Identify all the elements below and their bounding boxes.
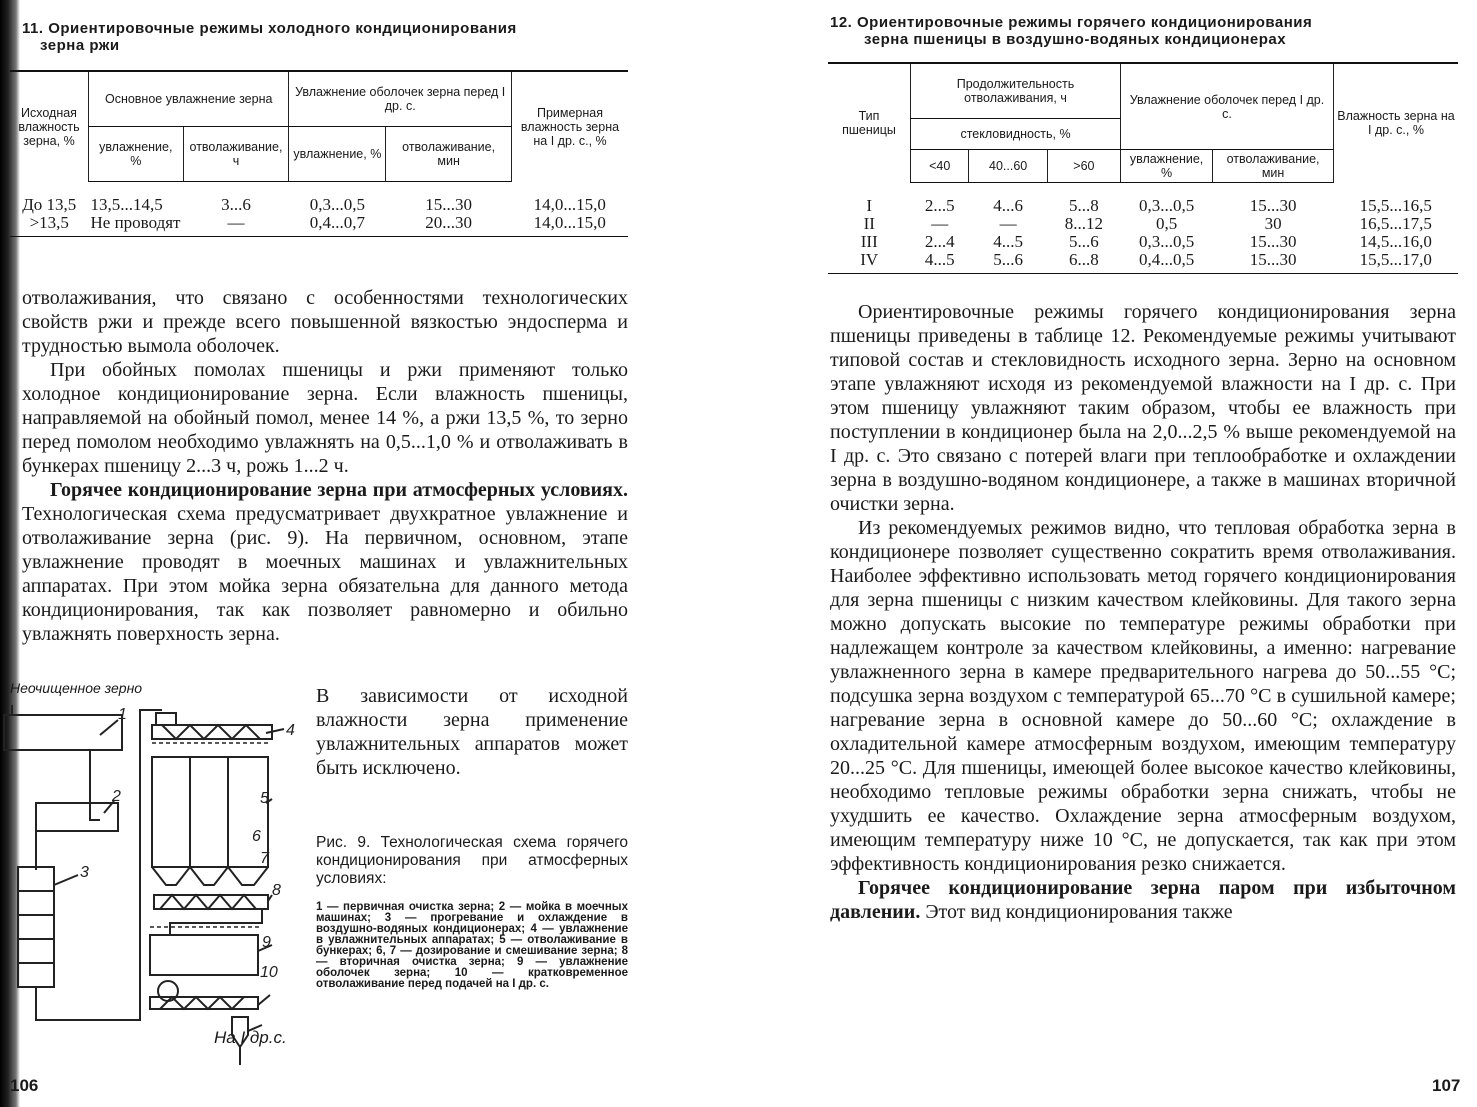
block-3 <box>18 867 54 987</box>
table-cell: 0,4...0,7 <box>289 214 386 237</box>
paragraph <box>22 478 628 646</box>
figure-number: 10 <box>260 964 278 981</box>
table-cell: 15...30 <box>1213 251 1334 274</box>
figure-number: 6 <box>252 828 261 845</box>
left-body-text <box>22 286 628 646</box>
table12-header-tempering-min: отволаживание, мин <box>1213 150 1334 183</box>
paragraph: Из рекомендуемых режимов видно, что тепловая обработка зерна в кондиционере позволяет существенно сократить время отволаживания. Наиболее эффективно использовать метод горячего кондиционирования для зерна пшеницы с низким качеством клейковины. Для такого зерна можно допускать высокие по температуре режимы обработки при надлежащем контроле за качеством клейковины, а именно: нагревание увлажненного зерна в камере предварительного нагрева до 50...55 °С; подсушка зерна воздухом с температурой 65...70 °С в сушильной камере; нагревание зерна в основной камере до 50...60 °С; охлаждение в охладительной камере атмосферным воздухом, имеющим температуру 20...25 °С. Для пшеницы, имеющей более высокое качество клейковины, необходимо тепловые режимы обработки зерна снижать, чтобы не ухудшить ее качество. Охлаждение зерна атмосферным воздухом, имеющим температуру ниже 10 °С, не допускается, так как при этом эффективность кондиционирования резко снижается. <box>830 517 1456 875</box>
figure-input-label: Неочищенное зерно <box>10 680 143 696</box>
table12-header-40-60: 40...60 <box>969 150 1047 183</box>
table-cell: 5...6 <box>1069 232 1099 251</box>
table-cell: 6...8 <box>1047 251 1120 274</box>
table-cell: 0,5 <box>1155 214 1178 233</box>
table12-header-shell-wetting: Увлажнение оболочек перед I др. с. <box>1121 63 1334 150</box>
table-cell: 5...6 <box>969 251 1047 274</box>
table12-caption-line1: 12. Ориентировочные режимы горячего кондиционирования <box>830 14 1313 31</box>
table-cell: 14,0...15,0 <box>533 194 606 214</box>
table-cell: 0,3...0,5 <box>309 195 365 214</box>
table-row <box>828 233 1458 251</box>
table11-header-tempering-h: отволаживание, ч <box>183 127 289 182</box>
table-cell: II <box>863 214 875 233</box>
paragraph: Ориентировочные режимы горячего кондиционирования зерна пшеницы приведены в таблице 12. Рекомендуемые режимы учитывают типовой состав и стекловидность исходного зерна. Зерно на основном этапе увлажняют исходя из рекомендуемой влажности на I др. с. При этом пшеницу увлажняют таким образом, чтобы ее влажность при поступлении в кондиционер была на 2,0...2,5 % выше рекомендуемой на I др. с. Это связано с потерей влаги при теплообработке и охлаждении зерна в воздушно-водяном кондиционере, а также в машинах вторичной очистки зерна. <box>830 301 1456 515</box>
table-cell: 15,5...17,0 <box>1334 251 1459 274</box>
page-number: 107 <box>1432 1076 1461 1095</box>
paragraph-text: Технологическая схема предусматривает двухкратное увлажнение и отволаживание зерна (рис. 9). На первичном, основном, этапе увлажнение проводят в моечных машинах и увлажнительных аппаратах. При этом мойка зерна обязательна для данного метода кондиционирования, так как позволяет равномерно и обильно увлажнять поверхность зерна. <box>22 503 628 645</box>
table-cell: I <box>866 195 873 215</box>
figure-number: 9 <box>262 934 271 951</box>
table-cell: 30 <box>1264 214 1282 233</box>
paragraph <box>830 876 1456 924</box>
paragraph-text: Этот вид кондиционирования также <box>925 901 1233 923</box>
table11-header-initial-moisture: Исходная влажность зерна, % <box>10 71 89 182</box>
table-cell: 13,5...14,5 <box>90 195 163 214</box>
table-cell: 3...6 <box>221 195 251 214</box>
table11-header-wetting-pct: увлажнение, % <box>89 127 184 182</box>
table-cell: 2...5 <box>924 196 955 215</box>
figure9-caption: Рис. 9. Технологическая схема горячего кондиционирования при атмосферных условиях: <box>316 834 628 887</box>
table11-header-shell-wetting: Увлажнение оболочек зерна перед I др. с. <box>289 71 512 127</box>
table11-header-shell-wetting-pct: увлажнение, % <box>289 127 386 182</box>
figure9-scheme <box>0 695 310 1065</box>
table-cell: 8...12 <box>1064 214 1104 233</box>
table-cell: 20...30 <box>386 214 512 237</box>
table11-header-main-wetting: Основное увлажнение зерна <box>89 71 289 127</box>
table-row <box>828 215 1458 233</box>
block-5 <box>152 757 268 867</box>
table-cell: — <box>183 214 289 237</box>
table-cell: 4...5 <box>911 251 969 274</box>
left-page <box>0 0 700 1107</box>
figure-number: 8 <box>272 882 281 899</box>
table-cell: 14,5...16,0 <box>1359 232 1432 251</box>
table12-header-tempering-duration: Продолжительность отволаживания, ч <box>911 63 1121 119</box>
paragraph: отволаживания, что связано с особенностями технологических свойств ржи и прежде всего повышенной вязкостью эндосперма и трудностью вымола оболочек. <box>22 287 628 357</box>
table-cell: 0,3...0,5 <box>1138 196 1195 215</box>
table-cell: III <box>860 232 878 251</box>
table11-caption <box>22 20 622 54</box>
table-cell: 0,3...0,5 <box>1138 232 1195 251</box>
right-page <box>738 0 1477 1107</box>
table12-header-wheat-type: Тип пшеницы <box>828 63 911 183</box>
left-body-text-column <box>316 684 628 780</box>
right-body-text <box>830 300 1456 924</box>
table-cell: Не проводят <box>89 214 184 237</box>
table-cell: 4...5 <box>993 232 1023 251</box>
table11-caption-line1: 11. Ориентировочные режимы холодного кондиционирования <box>22 20 517 37</box>
table-cell: 15...30 <box>1249 196 1297 215</box>
table-cell: >13,5 <box>10 214 89 237</box>
block-2 <box>36 803 118 831</box>
table-cell: IV <box>828 251 911 274</box>
table-row <box>10 182 628 215</box>
figure-output-label: На I др.с. <box>214 1028 287 1047</box>
paragraph: В зависимости от исходной влажности зерна применение увлажнительных аппаратов может быть исключено. <box>316 685 628 779</box>
table-cell: 16,5...17,5 <box>1359 214 1432 233</box>
figure-number: 3 <box>80 864 89 881</box>
table-cell: — <box>931 214 949 233</box>
table11-header-shell-tempering-min: отволаживание, мин <box>386 127 512 182</box>
table-cell: 4...6 <box>993 196 1023 215</box>
table-cell: 15,5...16,5 <box>1359 195 1432 215</box>
table-row <box>828 251 1458 274</box>
table-cell: 0,4...0,5 <box>1121 251 1213 274</box>
table-cell: 15...30 <box>1249 232 1297 251</box>
table11 <box>10 70 628 237</box>
figure-number: 1 <box>118 706 127 723</box>
table11-header-final-moisture: Примерная влажность зерна на I др. с., % <box>512 71 629 182</box>
table-cell: До 13,5 <box>22 194 77 214</box>
figure9-legend: 1 — первичная очистка зерна; 2 — мойка в моечных машинах; 3 — прогревание и охлаждение в воздушно-водяных кондиционерах; 4 — увлажнение в увлажнительных аппаратах; 5 — отволаживание в бункерах; 6, 7 — дозирование и смешивание зерна; 8 — вторичная очистка зерна; 9 — увлажнение оболочек зерна; 10 — кратковременное отволаживание перед подачей на I др. с. <box>316 901 628 990</box>
table-row <box>828 183 1458 216</box>
table12 <box>828 62 1458 274</box>
figure-number: 7 <box>260 850 269 867</box>
paragraph-heading-bold: Горячее кондиционирование зерна паром при избыточном давлении. <box>830 877 1456 923</box>
paragraph: При обойных помолах пшеницы и ржи применяют только холодное кондиционирование зерна. Если влажность пшеницы, направляемой на обойный помол, менее 14 %, а ржи 13,5 %, то зерно перед помолом необходимо увлажнять на 0,5...1,0 % и отволаживать в бункерах пшеницу 2...3 ч, рожь 1...2 ч. <box>22 359 628 477</box>
table-cell: 14,0...15,0 <box>512 214 629 237</box>
page-number: 106 <box>10 1076 39 1095</box>
paragraph-heading-bold: Горячее кондиционирование зерна при атмосферных условиях. <box>50 479 628 501</box>
table12-caption <box>830 14 1450 48</box>
table11-caption-line2: зерна ржи <box>40 37 120 54</box>
table-cell: — <box>999 214 1017 233</box>
block-8 <box>150 935 258 975</box>
table12-header-wetting-pct: увлажнение, % <box>1121 150 1213 183</box>
figure-number: 4 <box>286 722 295 739</box>
table-row <box>10 214 628 237</box>
figure-number: 2 <box>112 788 121 805</box>
table12-header-lt40: <40 <box>911 150 969 183</box>
table12-caption-line2: зерна пшеницы в воздушно-водяных кондиционерах <box>864 31 1287 48</box>
table-cell: 5...8 <box>1069 196 1099 215</box>
table12-header-gt60: >60 <box>1047 150 1120 183</box>
table12-header-vitreousness: стекловидность, % <box>911 119 1121 150</box>
table-cell: 15...30 <box>425 195 472 214</box>
table12-header-final-moisture: Влажность зерна на I др. с., % <box>1334 63 1459 183</box>
table-cell: 2...4 <box>924 232 955 251</box>
figure-number: 5 <box>260 790 269 807</box>
